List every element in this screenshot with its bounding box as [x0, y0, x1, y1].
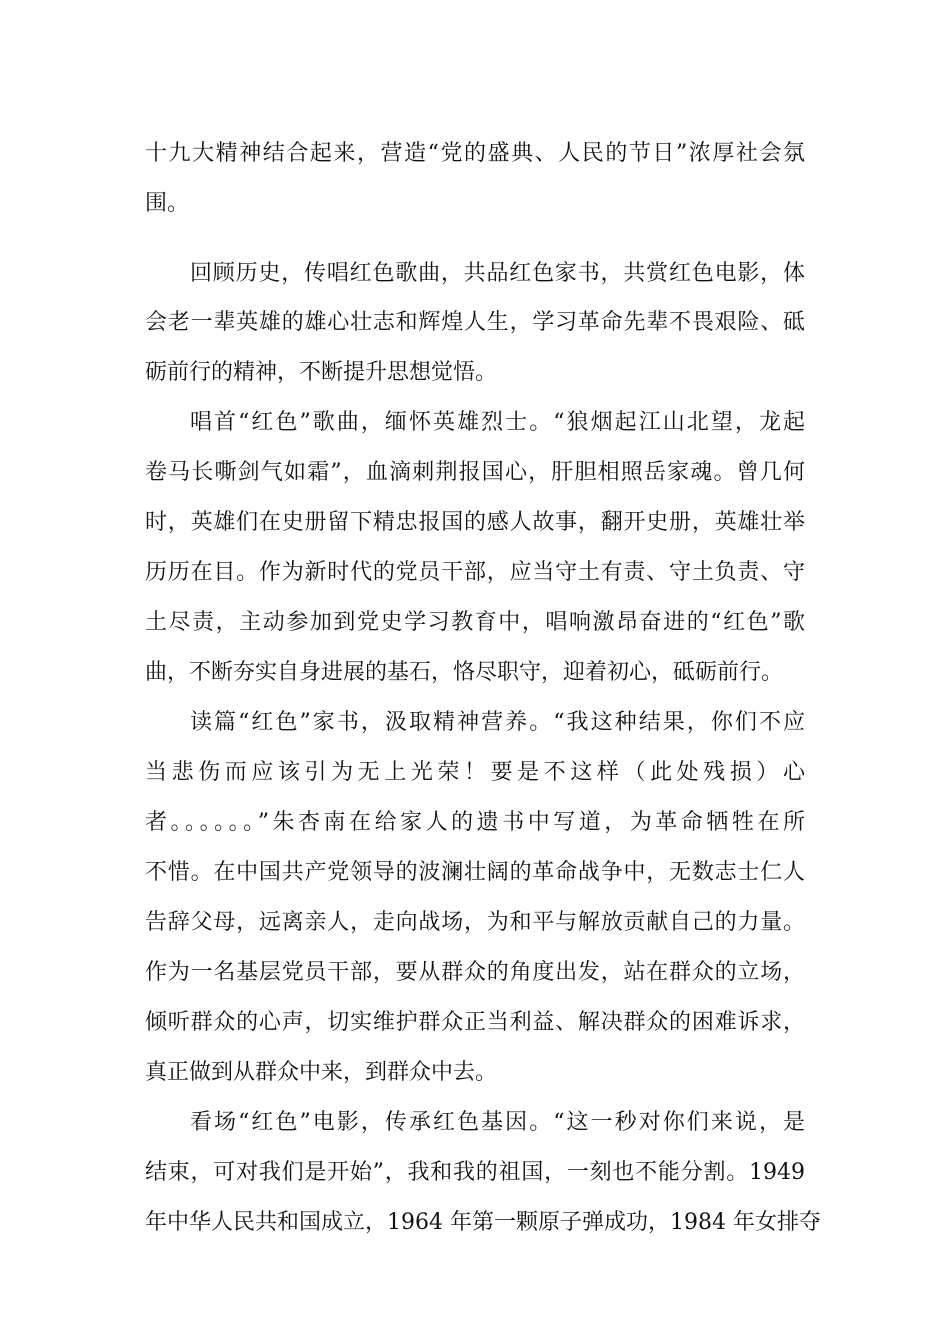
- text-line: 结束，可对我们是开始”，我和我的祖国，一刻也不能分割。1949: [145, 1160, 805, 1185]
- paragraph-first-line: 看场“红色”电影，传承红色基因。“这一秒对你们来说，是: [190, 1110, 805, 1135]
- text-line: 十九大精神结合起来，营造“党的盛典、人民的节日”浓厚社会氛: [145, 141, 805, 166]
- text-line: 土尽责，主动参加到党史学习教育中，唱响激昂奋进的“红色”歌: [145, 610, 805, 635]
- paragraph-first-line: 唱首“红色”歌曲，缅怀英雄烈士。“狼烟起江山北望，龙起: [190, 410, 805, 435]
- paragraph-first-line: 读篇“红色”家书，汲取精神营养。“我这种结果，你们不应: [190, 710, 805, 735]
- text-line: 不惜。在中国共产党领导的波澜壮阔的革命战争中，无数志士仁人: [145, 860, 805, 885]
- text-line: 倾听群众的心声，切实维护群众正当利益、解决群众的困难诉求，: [145, 1010, 805, 1035]
- paragraph-first-line: 回顾历史，传唱红色歌曲，共品红色家书，共赏红色电影，体: [190, 261, 805, 286]
- text-line: 年中华人民共和国成立，1964 年第一颗原子弹成功，1984 年女排夺: [145, 1210, 821, 1235]
- text-line: 真正做到从群众中来，到群众中去。: [145, 1060, 498, 1085]
- text-line: 当悲伤而应该引为无上光荣！要是不这样（此处残损）心: [145, 760, 805, 785]
- text-line: 砺前行的精神，不断提升思想觉悟。: [145, 360, 498, 385]
- text-line: 卷马长嘶剑气如霜”，血滴刺荆报国心，肝胆相照岳家魂。曾几何: [145, 460, 805, 485]
- text-line: 曲，不断夯实自身进展的基石，恪尽职守，迎着初心，砥砺前行。: [145, 660, 784, 685]
- text-line: 作为一名基层党员干部，要从群众的角度出发，站在群众的立场，: [145, 960, 805, 985]
- text-line: 告辞父母，远离亲人，走向战场，为和平与解放贡献自己的力量。: [145, 910, 805, 935]
- text-line: 历历在目。作为新时代的党员干部，应当守土有责、守土负责、守: [145, 560, 805, 585]
- text-line: 围。: [145, 191, 190, 216]
- text-line: 者。。。。。。”朱杏南在给家人的遗书中写道，为革命牺牲在所: [145, 810, 805, 835]
- text-line: 会老一辈英雄的雄心壮志和辉煌人生，学习革命先辈不畏艰险、砥: [145, 310, 805, 335]
- text-line: 时，英雄们在史册留下精忠报国的感人故事，翻开史册，英雄壮举: [145, 510, 805, 535]
